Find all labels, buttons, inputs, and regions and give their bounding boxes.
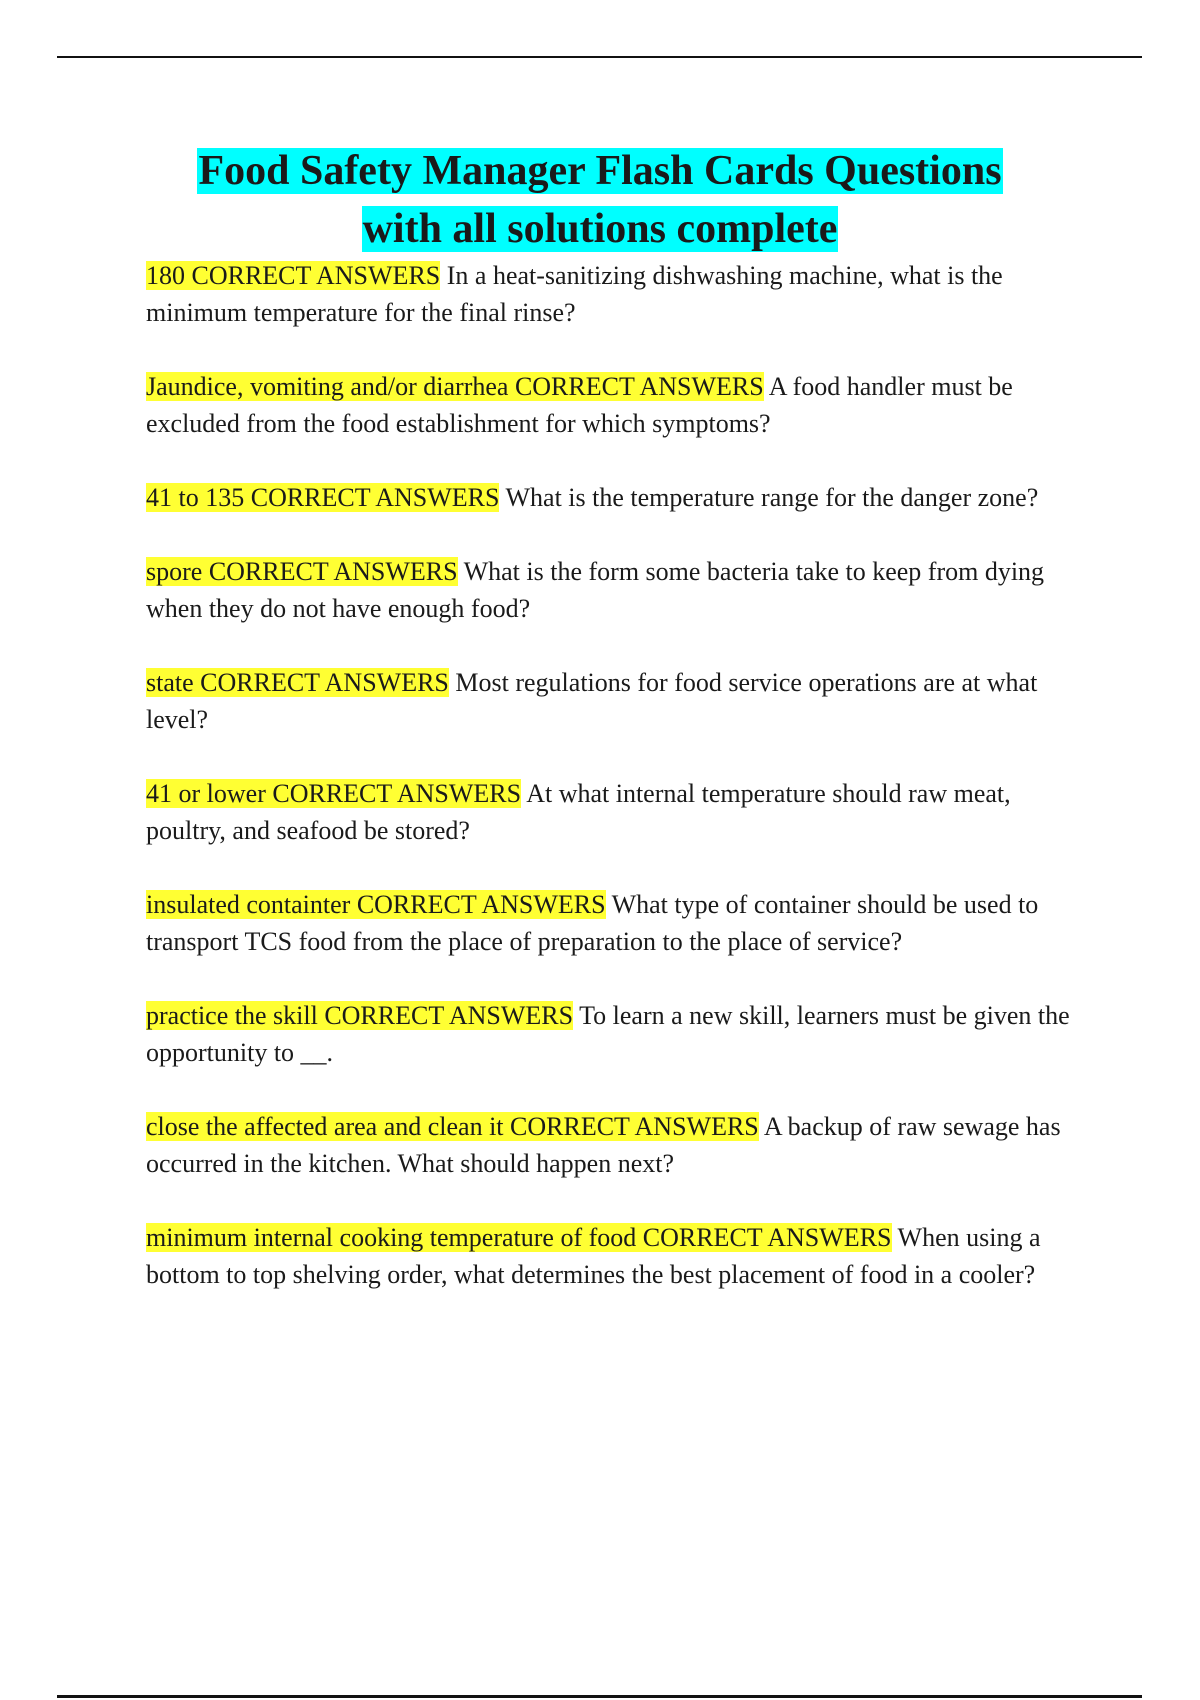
answer-text: spore CORRECT ANSWERS xyxy=(146,557,458,586)
question-text: A backup of raw sewage has occurred in the kitchen. What should happen next? xyxy=(146,1112,1061,1178)
question-text: What type of container should be used to transport TCS food from the place of preparation to the place of service? xyxy=(146,890,1039,956)
qa-item xyxy=(146,479,1096,516)
qa-item xyxy=(146,257,1096,331)
answer-text: practice the skill CORRECT ANSWERS xyxy=(146,1001,574,1030)
title-line-2: with all solutions complete xyxy=(362,206,838,252)
qa-item xyxy=(146,886,1096,960)
question-text: A food handler must be excluded from the food establishment for which symptoms? xyxy=(146,372,1013,438)
question-text: At what internal temperature should raw meat, poultry, and seafood be stored? xyxy=(146,779,1011,845)
page-title xyxy=(130,142,1070,258)
answer-text: close the affected area and clean it CORRECT ANSWERS xyxy=(146,1112,759,1141)
answer-text: Jaundice, vomiting and/or diarrhea CORRECT ANSWERS xyxy=(146,372,764,401)
question-text: When using a bottom to top shelving order, what determines the best placement of food in a cooler? xyxy=(146,1223,1041,1289)
question-text: What is the temperature range for the danger zone? xyxy=(505,483,1039,512)
bottom-rule xyxy=(57,1695,1142,1698)
qa-item xyxy=(146,997,1096,1071)
answer-text: 41 to 135 CORRECT ANSWERS xyxy=(146,483,500,512)
top-rule xyxy=(57,56,1142,58)
question-text: Most regulations for food service operations are at what level? xyxy=(146,668,1038,734)
answer-text: minimum internal cooking temperature of food CORRECT ANSWERS xyxy=(146,1223,892,1252)
answer-text: 41 or lower CORRECT ANSWERS xyxy=(146,779,522,808)
qa-item xyxy=(146,775,1096,849)
qa-item xyxy=(146,1219,1096,1293)
qa-item xyxy=(146,368,1096,442)
qa-list xyxy=(146,257,1096,1330)
question-text: What is the form some bacteria take to keep from dying when they do not have enough food? xyxy=(146,557,1045,623)
question-text: In a heat-sanitizing dishwashing machine, what is the minimum temperature for the final rinse? xyxy=(146,261,1003,327)
answer-text: 180 CORRECT ANSWERS xyxy=(146,261,441,290)
answer-text: insulated containter CORRECT ANSWERS xyxy=(146,890,606,919)
qa-item xyxy=(146,664,1096,738)
question-text: To learn a new skill, learners must be given the opportunity to __. xyxy=(146,1001,1070,1067)
qa-item xyxy=(146,1108,1096,1182)
title-line-1: Food Safety Manager Flash Cards Questions xyxy=(198,148,1002,194)
answer-text: state CORRECT ANSWERS xyxy=(146,668,449,697)
qa-item xyxy=(146,553,1096,627)
